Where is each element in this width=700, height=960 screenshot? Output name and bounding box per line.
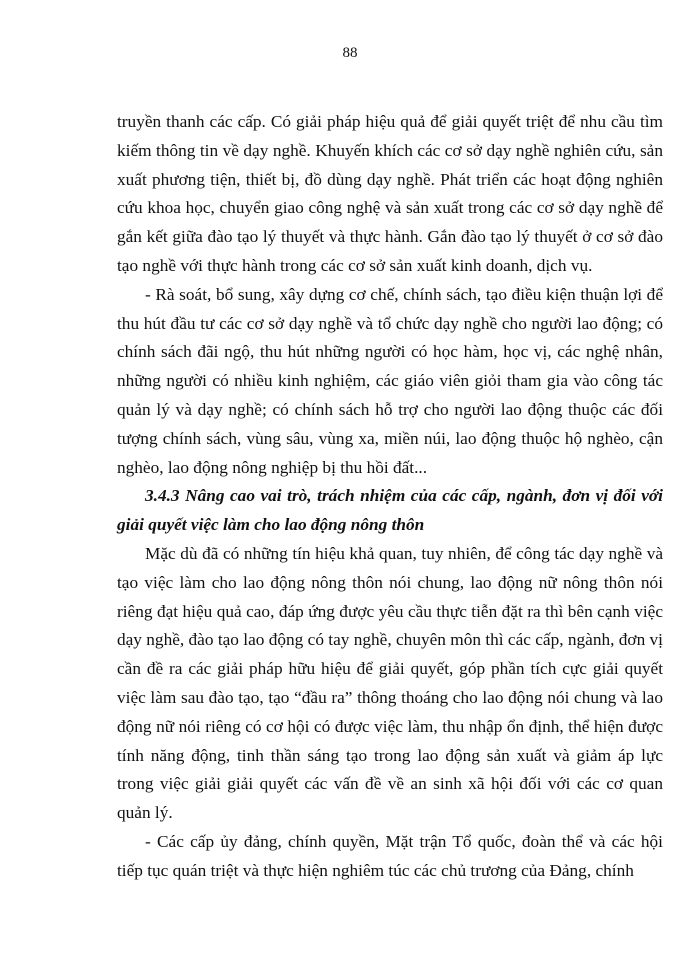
- paragraph-continuation: truyền thanh các cấp. Có giải pháp hiệu quả để giải quyết triệt để nhu cầu tìm kiếm thông tin về dạy nghề. Khuyến khích các cơ sở dạy nghề nghiên cứu, sản xuất phương tiện, thiết bị, đồ dùng dạy nghề. Phát triển các hoạt động nghiên cứu khoa học, chuyển giao công nghệ và sản xuất trong các cơ sở dạy nghề để gắn kết giữa đào tạo lý thuyết và thực hành. Gắn đào tạo lý thuyết ở cơ sở đào tạo nghề với thực hành trong các cơ sở sản xuất kinh doanh, dịch vụ.: [117, 112, 663, 275]
- page-number: 88: [342, 45, 358, 61]
- document-body: [117, 108, 663, 886]
- paragraph-policy-review: - Rà soát, bổ sung, xây dựng cơ chế, chính sách, tạo điều kiện thuận lợi để thu hút đầu tư các cơ sở dạy nghề và tổ chức dạy nghề cho người lao động; có chính sách đãi ngộ, thu hút những người có học hàm, học vị, các nghệ nhân, những người có nhiều kinh nghiệm, các giáo viên giỏi tham gia vào công tác quản lý và dạy nghề; có chính sách hỗ trợ cho người lao động thuộc các đối tượng chính sách, vùng sâu, vùng xa, miền núi, lao động thuộc hộ nghèo, cận nghèo, lao động nông nghiệp bị thu hồi đất...: [117, 284, 663, 477]
- paragraph-party-committees: - Các cấp ủy đảng, chính quyền, Mặt trận Tổ quốc, đoàn thể và các hội tiếp tục quán triệt và thực hiện nghiêm túc các chủ trương của Đảng, chính: [117, 831, 663, 880]
- paragraph-section-intro: Mặc dù đã có những tín hiệu khả quan, tuy nhiên, để công tác dạy nghề và tạo việc làm cho lao động nông thôn nói chung, lao động nữ nông thôn nói riêng đạt hiệu quả cao, đáp ứng được yêu cầu thực tiễn đặt ra thì bên cạnh việc dạy nghề, đào tạo lao động có tay nghề, chuyên môn thì các cấp, ngành, đơn vị cần đề ra các giải pháp hữu hiệu để giải quyết, góp phần tích cực giải quyết việc làm sau đào tạo, tạo “đầu ra” thông thoáng cho lao động nói chung và lao động nữ nói riêng có cơ hội có được việc làm, thu nhập ổn định, thể hiện được tính năng động, tinh thần sáng tạo trong lao động sản xuất và giảm áp lực trong việc giải giải quyết các vấn đề về an sinh xã hội đối với các cơ quan quản lý.: [117, 543, 663, 823]
- section-heading: 3.4.3 Nâng cao vai trò, trách nhiệm của các cấp, ngành, đơn vị đối với giải quyết việc làm cho lao động nông thôn: [117, 486, 663, 535]
